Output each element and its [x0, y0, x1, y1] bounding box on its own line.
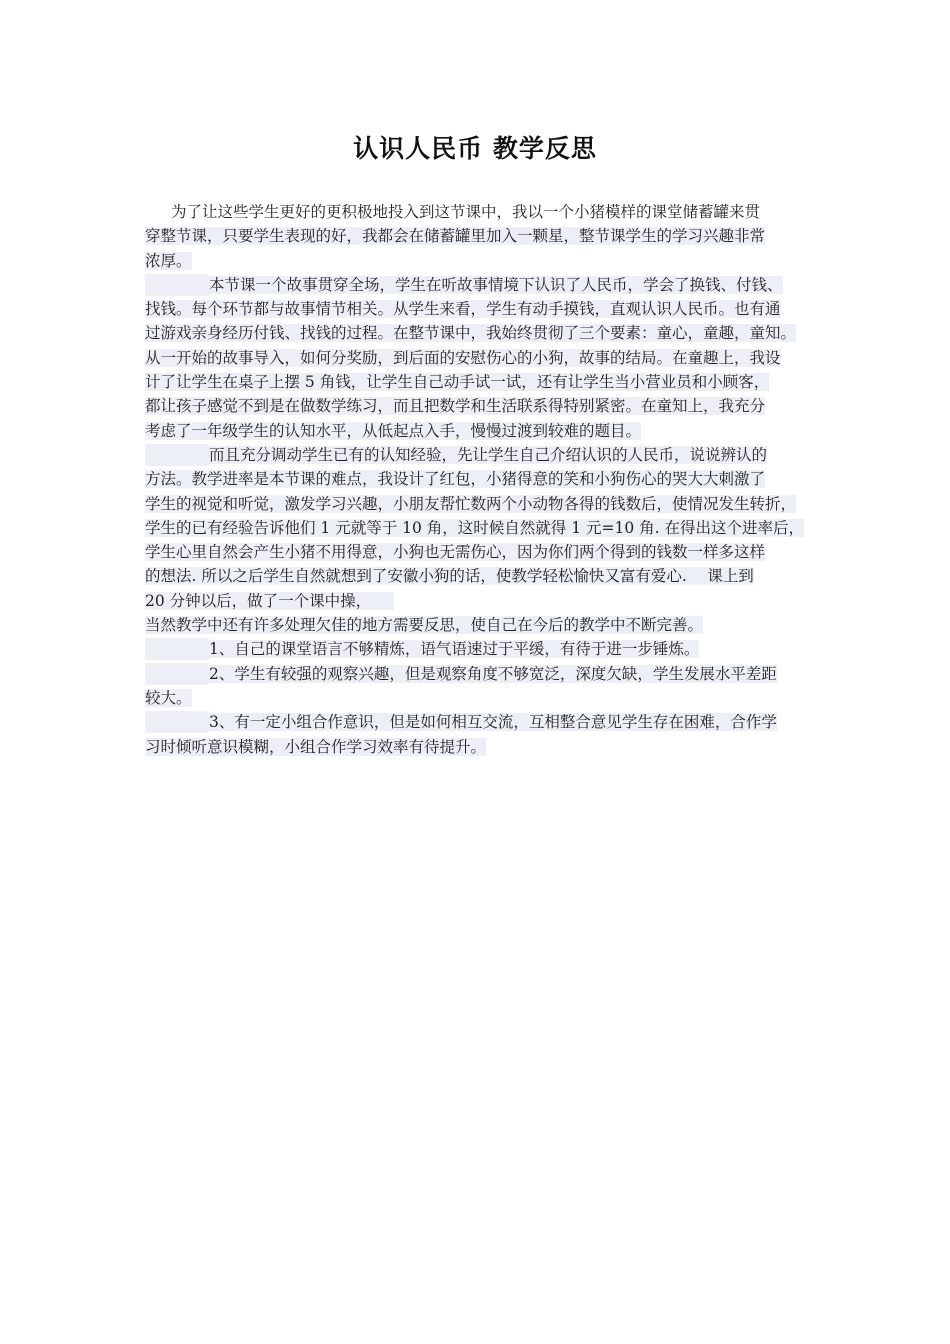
text-line — [145, 273, 813, 297]
line-text: 较大。 — [145, 688, 192, 707]
text-line — [145, 200, 813, 224]
text-line — [145, 516, 813, 540]
line-text: 都让孩子感觉不到是在做数学练习，而且把数学和生活联系得特别紧密。在童知上，我充分 — [145, 397, 766, 416]
line-text: 学生的已有经验告诉他们 1 元就等于 10 角，这时候自然就得 1 元=10 角. 在得出这个进率后， — [145, 518, 805, 537]
text-line — [145, 297, 813, 321]
text-line — [145, 540, 813, 564]
line-text: 为了让这些学生更好的更积极地投入到这节课中，我以一个小猪模样的课堂储蓄罐来贯 — [171, 203, 761, 221]
text-line — [145, 710, 813, 734]
line-text: 浓厚。 — [145, 251, 192, 270]
line-text: 1、自己的课堂语言不够精炼，语气语速过于平缓，有待于进一步锤炼。 — [209, 640, 700, 659]
text-line — [145, 686, 813, 710]
line-text: 找钱。每个环节都与故事情节相关。从学生来看，学生有动手摸钱，直观认识人民币。也有通 — [145, 300, 781, 319]
line-text: 穿整节课，只要学生表现的好，我都会在储蓄罐里加入一颗星，整节课学生的学习兴趣非常 — [145, 227, 766, 246]
indent-highlight — [145, 711, 209, 733]
line-text: 当然教学中还有许多处理欠佳的地方需要反思，使自己在今后的教学中不断完善。 — [145, 616, 704, 635]
line-text: 本节课一个故事贯穿全场，学生在听故事情境下认识了人民币，学会了换钱、付钱、 — [209, 275, 783, 294]
line-text: 的想法. 所以之后学生自然就想到了安徽小狗的话，使教学轻松愉快又富有爱心. 课上到 — [145, 567, 754, 586]
text-line — [145, 662, 813, 686]
indent-highlight — [145, 663, 209, 685]
line-text: 学生心里自然会产生小猪不用得意，小狗也无需伤心，因为你们两个得到的钱数一样多这样 — [145, 543, 766, 562]
text-line — [145, 321, 813, 345]
text-line — [145, 467, 813, 491]
line-text: 20 分钟以后，做了一个课中操， — [145, 591, 395, 610]
line-text: 方法。教学进率是本节课的难点，我设计了红包，小猪得意的笑和小狗伤心的哭大大刺激了 — [145, 470, 766, 489]
text-line — [145, 394, 813, 418]
text-line — [145, 564, 813, 588]
line-text: 3、有一定小组合作意识，但是如何相互交流，互相整合意见学生存在困难，合作学 — [209, 713, 777, 732]
text-line — [145, 637, 813, 661]
text-line — [145, 249, 813, 273]
text-line — [145, 613, 813, 637]
line-text: 计了让学生在桌子上摆 5 角钱，让学生自己动手试一试，还有让学生当小营业员和小顾客， — [145, 373, 770, 392]
line-text: 学生的视觉和听觉，激发学习兴趣，小朋友帮忙数两个小动物各得的钱数后，使情况发生转折， — [145, 494, 797, 513]
line-text: 从一开始的故事导入，如何分奖励，到后面的安慰伤心的小狗，故事的结局。在童趣上，我设 — [145, 348, 781, 367]
line-text: 而且充分调动学生已有的认知经验，先让学生自己介绍认识的人民币，说说辨认的 — [209, 445, 768, 464]
text-line — [145, 419, 813, 443]
text-line — [145, 370, 813, 394]
line-text: 考虑了一年级学生的认知水平，从低起点入手，慢慢过渡到较难的题目。 — [145, 421, 642, 440]
text-line — [145, 735, 813, 759]
text-line — [145, 224, 813, 248]
line-text: 2、学生有较强的观察兴趣，但是观察角度不够宽泛，深度欠缺，学生发展水平差距 — [209, 664, 777, 683]
indent-highlight — [145, 444, 209, 466]
document-title: 认识人民币 教学反思 — [353, 134, 597, 163]
document-body — [145, 200, 813, 759]
line-text: 过游戏亲身经历付钱、找钱的过程。在整节课中，我始终贯彻了三个要素：童心，童趣，童知。 — [145, 324, 797, 343]
line-text: 习时倾听意识模糊，小组合作学习效率有待提升。 — [145, 737, 487, 756]
text-line — [145, 346, 813, 370]
indent-highlight — [145, 274, 209, 296]
text-line — [145, 492, 813, 516]
indent-highlight — [145, 638, 209, 660]
text-line — [145, 589, 813, 613]
text-line — [145, 443, 813, 467]
